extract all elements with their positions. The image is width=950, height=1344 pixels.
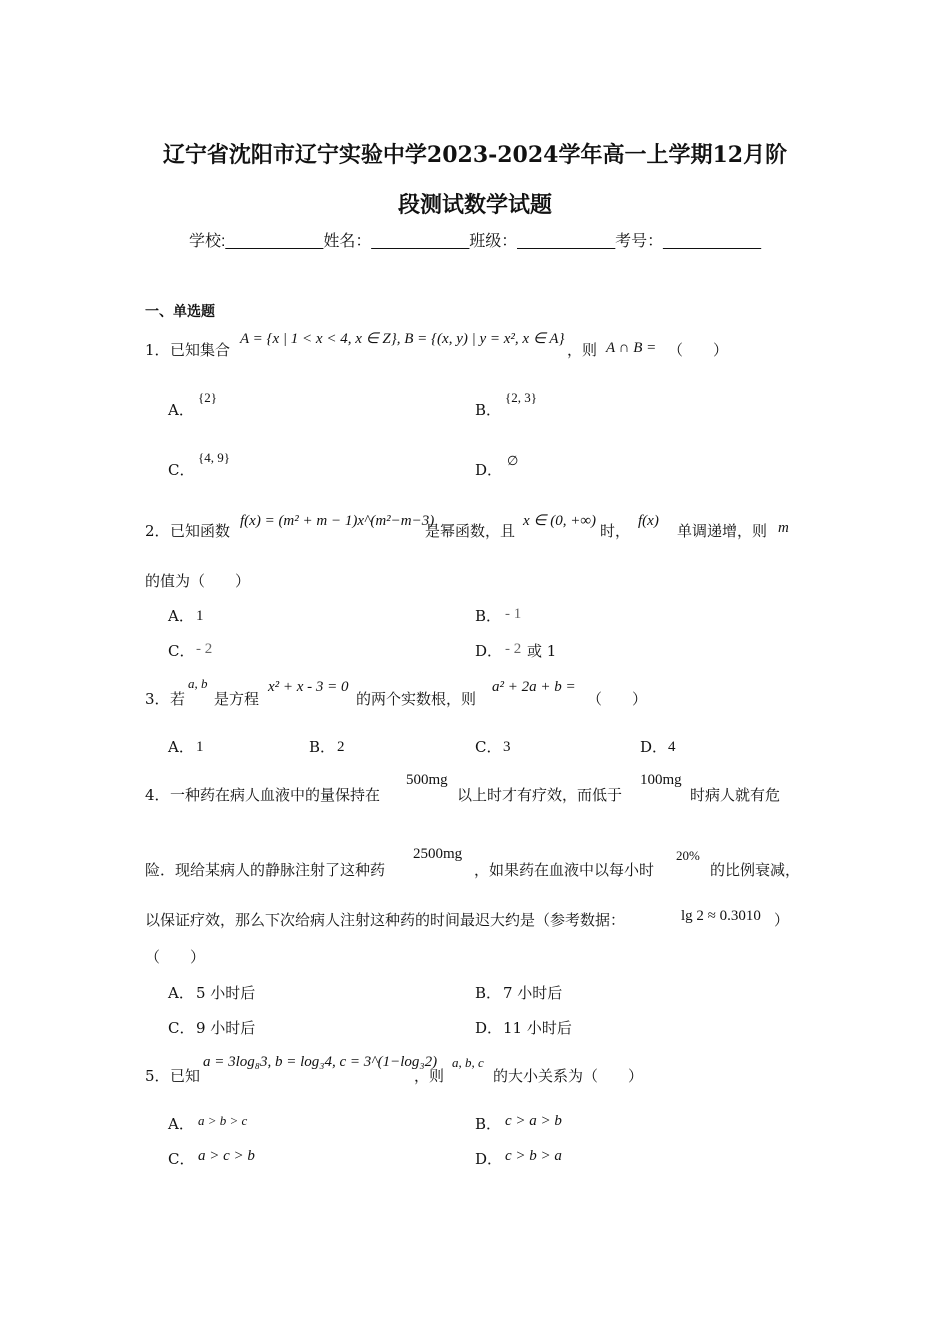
q4-line3a: 以保证疗效，那么下次给病人注射这种药的时间最迟大约是（参考数据： [145,911,626,929]
q4-mid2: 时病人就有危 [690,786,781,804]
q5-mid2: 的大小关系为（ ） [493,1067,644,1085]
q4-opt-a-text: 5 小时后 [196,984,256,1002]
q1-opt-b-text: {2, 3} [505,390,537,405]
q2-mid3: 单调递增，则 [677,522,768,540]
q4-opt-d-text: 11 小时后 [503,1019,572,1037]
q1-opt-d-label: D． [475,461,503,479]
q3-opt-d-label: D． [640,738,668,756]
q4-opt-d-label: D． [475,1019,503,1037]
q5-abc: a, b, c [452,1055,484,1070]
q1-lead: 已知集合 [170,341,231,359]
q4-opt-c-text: 9 小时后 [196,1019,256,1037]
q2-line2: 的值为（ ） [145,572,251,590]
q4-rate: 20% [676,848,700,863]
q2-domain-formula: x ∈ (0, +∞) [523,513,597,529]
student-info-line: 学校:___________姓名：___________班级：___________考号：___________ [189,233,761,250]
q2-number: 2． [145,522,170,540]
q4-line2c: 的比例衰减， [710,861,801,879]
q3-mid2: 的两个实数根，则 [356,690,477,708]
q2-lead: 已知函数 [170,522,231,540]
q2-mid1: 是幂函数，且 [425,522,516,540]
q1-paren: （ ） [668,341,729,359]
q4-line2a: 险．现给某病人的静脉注射了这种药 [145,861,386,879]
q3-opt-b-text: 2 [337,739,345,755]
q1-opt-c-text: {4, 9} [198,450,230,465]
q1-opt-d-text: ∅ [507,453,519,468]
q5-opt-c-label: C． [168,1150,195,1168]
q4-opt-c-label: C． [168,1019,195,1037]
q5-opt-d-text: c > b > a [505,1148,562,1164]
q4-mid1: 以上时才有疗效，而低于 [457,786,623,804]
q5-opt-a-label: A． [168,1115,194,1133]
q2-opt-d-label: D． [475,642,503,660]
q5-number: 5． [145,1067,170,1085]
q2-opt-b-label: B． [475,607,502,625]
q3-paren: （ ） [587,690,648,708]
q5-opt-d-label: D． [475,1150,503,1168]
q5-lead: 已知 [170,1067,201,1085]
q1-opt-a-text: {2} [198,390,217,405]
q3-opt-d-text: 4 [668,739,676,755]
q4-opt-a-label: A． [168,984,194,1002]
q2-opt-b-text: - 1 [505,606,522,622]
q5-mid1: ，则 [414,1067,445,1085]
q1-opt-b-label: B． [475,401,502,419]
q1-ask-formula: A ∩ B = [606,340,657,356]
q4-opt-b-text: 7 小时后 [503,984,563,1002]
q2-opt-a-text: 1 [196,608,204,624]
q4-opt-b-label: B． [475,984,502,1002]
q3-equation: x² + x - 3 = 0 [268,679,349,695]
q2-opt-a-label: A． [168,607,194,625]
q5-opt-b-label: B． [475,1115,502,1133]
q5-abc-formula: a = 3log₈3, b = log₃4, c = 3^(1−log₃2) [203,1054,438,1070]
q3-opt-a-text: 1 [196,739,204,755]
q4-paren: （ ） [145,948,206,966]
q5-opt-c-text: a > c > b [198,1148,255,1164]
q1-opt-c-label: C． [168,461,195,479]
q2-mid2: 时， [600,522,631,540]
q2-m: m [778,520,789,536]
q3-expression: a² + 2a + b = [492,679,576,695]
q4-lead: 一种药在病人血液中的量保持在 [170,786,381,804]
q3-opt-b-label: B． [309,738,336,756]
q4-dose-2500: 2500mg [413,846,463,862]
q3-lead: 若 [170,690,186,708]
q5-opt-a-text: a > b > c [198,1113,248,1128]
q3-opt-c-text: 3 [503,739,511,755]
section-heading: 一、单选题 [145,303,215,319]
q5-opt-b-text: c > a > b [505,1113,562,1129]
q3-opt-c-label: C． [475,738,502,756]
q4-number: 4． [145,786,170,804]
q1-number: 1． [145,341,170,359]
q3-opt-a-label: A． [168,738,194,756]
q4-line3b: ） [774,911,790,929]
q2-opt-d-extra: 或 1 [527,642,557,660]
q3-number: 3． [145,690,170,708]
q3-mid1: 是方程 [214,690,260,708]
page-title-line1: 辽宁省沈阳市辽宁实验中学2023-2024学年高一上学期12月阶 [162,142,788,168]
q2-opt-c-text: - 2 [196,641,213,657]
q4-line2b: ，如果药在血液中以每小时 [474,861,655,879]
q4-dose-500: 500mg [406,772,448,788]
q4-dose-100: 100mg [640,772,682,788]
q3-ab: a, b [188,676,208,691]
q2-opt-c-label: C． [168,642,195,660]
q1-tail: ，则 [567,341,598,359]
q2-opt-d-text: - 2 [505,641,522,657]
q2-function-formula: f(x) = (m² + m − 1)x^(m²−m−3) [240,513,435,529]
q2-fx: f(x) [638,513,659,529]
q1-opt-a-label: A． [168,401,194,419]
q1-sets-formula: A = {x | 1 < x < 4, x ∈ Z}, B = {(x, y) | y = x², x ∈ A} [240,331,565,347]
page-title-line2: 段测试数学试题 [397,192,552,218]
q4-ref-value: lg 2 ≈ 0.3010 [681,908,761,924]
